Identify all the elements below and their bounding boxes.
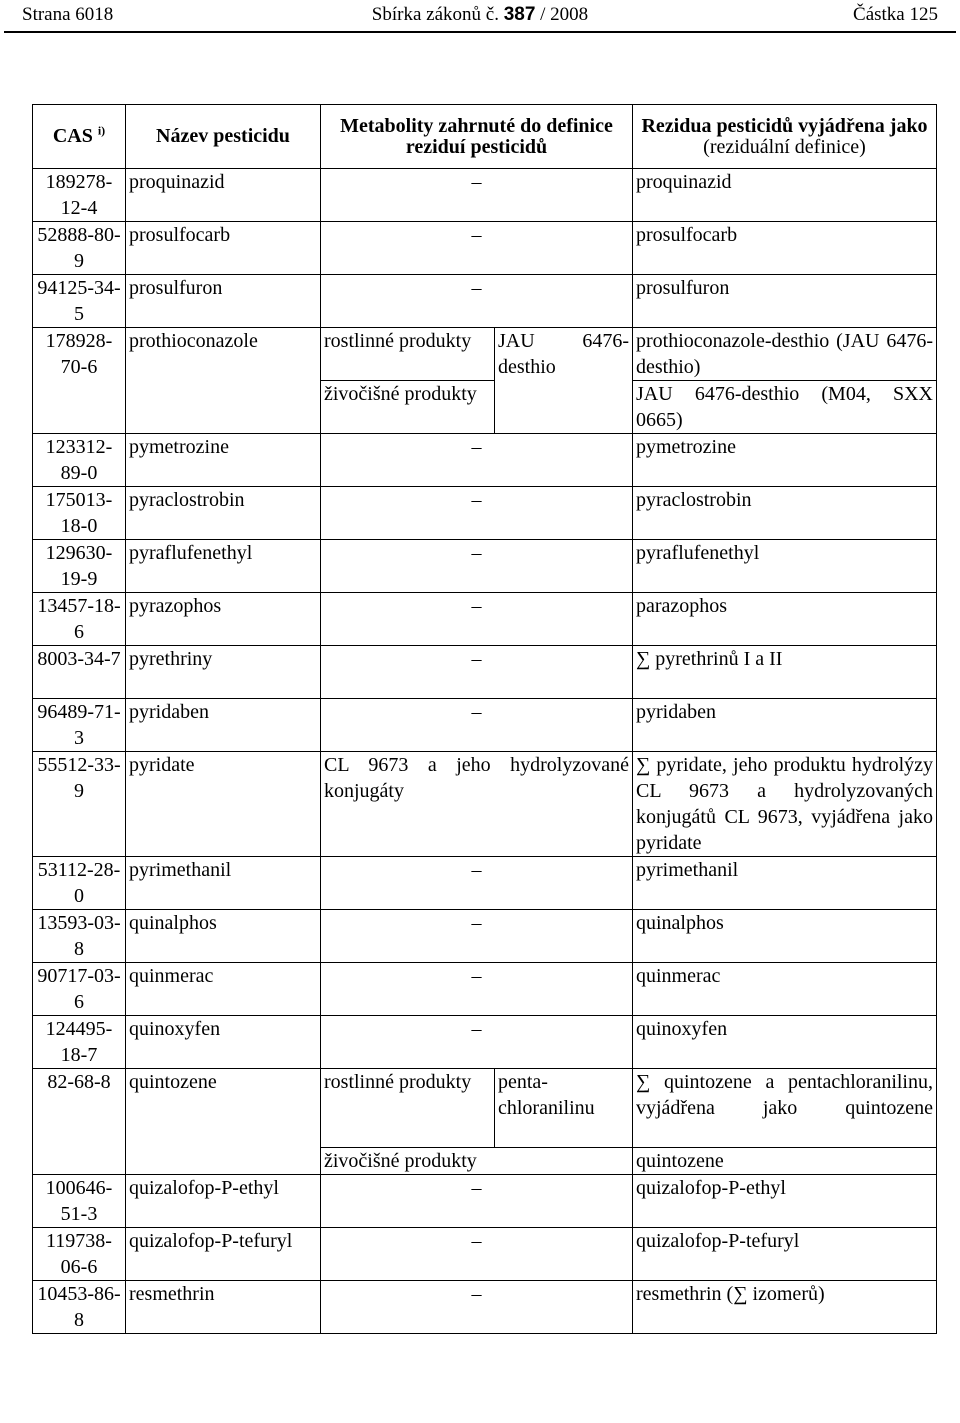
residue-definition: pyraclostrobin (633, 487, 937, 540)
cas-number: 13593-03-8 (33, 910, 126, 963)
table-row (33, 593, 937, 646)
table-row (33, 169, 937, 222)
residue-definition: JAU 6476-desthio (M04, SXX 0665) (633, 381, 937, 434)
product-type: rostlinné produkty (321, 328, 495, 381)
pesticide-name: prosulfocarb (126, 222, 321, 275)
pesticide-name: pyraflufenethyl (126, 540, 321, 593)
header-residues: Rezidua pesticidů vyjádřena jako (reziduální definice) (633, 105, 937, 169)
residue-definition: pymetrozine (633, 434, 937, 487)
metabolites: – (321, 1016, 633, 1069)
law-number: 387 (503, 4, 536, 25)
product-type: živočišné produkty (321, 381, 495, 434)
metabolites: – (321, 275, 633, 328)
cas-number: 119738-06-6 (33, 1228, 126, 1281)
pesticide-name: pyrazophos (126, 593, 321, 646)
page-number: Strana 6018 (22, 4, 114, 25)
metabolites: – (321, 857, 633, 910)
table-row (33, 328, 937, 381)
header-cas: CAS $^{i)}$ (33, 105, 126, 169)
pesticide-name: quinmerac (126, 963, 321, 1016)
pesticide-name: quizalofop-P-tefuryl (126, 1228, 321, 1281)
publication-title (22, 2, 938, 28)
cas-number: 53112-28-0 (33, 857, 126, 910)
residue-definition: pyraflufenethyl (633, 540, 937, 593)
cas-number: 123312-89-0 (33, 434, 126, 487)
pesticide-name: pyrethriny (126, 646, 321, 699)
table-row (33, 699, 937, 752)
header-rule (4, 31, 956, 33)
pesticide-name: pyrimethanil (126, 857, 321, 910)
table-row (33, 752, 937, 857)
cas-number: 100646-51-3 (33, 1175, 126, 1228)
residue-definition: quintozene (633, 1148, 937, 1175)
residue-definition: proquinazid (633, 169, 937, 222)
product-type: rostlinné produkty (321, 1069, 495, 1148)
table-row (33, 434, 937, 487)
metabolites: – (321, 963, 633, 1016)
cas-number: 175013-18-0 (33, 487, 126, 540)
metabolites: CL 9673 a jeho hydrolyzované konjugáty (321, 752, 633, 857)
residue-definition: quizalofop-P-ethyl (633, 1175, 937, 1228)
footnote-marker: i) (97, 123, 106, 138)
residue-definition: quinmerac (633, 963, 937, 1016)
cas-number: 13457-18-6 (33, 593, 126, 646)
issue-part: Částka 125 (853, 4, 938, 25)
table-row (33, 1281, 937, 1334)
header-metabolites: Metabolity zahrnuté do definice reziduí pesticidů (321, 105, 633, 169)
pesticide-name: prosulfuron (126, 275, 321, 328)
residue-definition: parazophos (633, 593, 937, 646)
cas-number: 124495-18-7 (33, 1016, 126, 1069)
cas-number: 96489-71-3 (33, 699, 126, 752)
residue-definition: resmethrin (∑ izomerů) (633, 1281, 937, 1334)
pesticide-table (32, 104, 937, 1334)
table-row (33, 857, 937, 910)
publication-title-prefix: Sbírka zákonů č. (371, 4, 504, 25)
metabolites: – (321, 910, 633, 963)
pesticide-name: pyridate (126, 752, 321, 857)
metabolites: – (321, 540, 633, 593)
cas-number: 10453-86-8 (33, 1281, 126, 1334)
pesticide-name: quinoxyfen (126, 1016, 321, 1069)
table-row (33, 275, 937, 328)
metabolites: – (321, 1281, 633, 1334)
header-residues-subtitle: (reziduální definice) (703, 135, 866, 158)
cas-number: 52888-80-9 (33, 222, 126, 275)
metabolites: – (321, 1228, 633, 1281)
metabolites: – (321, 487, 633, 540)
cas-number: 129630-19-9 (33, 540, 126, 593)
pesticide-name: prothioconazole (126, 328, 321, 434)
residue-definition: ∑ quintozene a pentachloranilinu, vyjádřena jako quintozene (633, 1069, 937, 1148)
metabolites: – (321, 646, 633, 699)
residue-definition: quinoxyfen (633, 1016, 937, 1069)
cas-number: 82-68-8 (33, 1069, 126, 1175)
table-row (33, 1069, 937, 1148)
pesticide-name: pyridaben (126, 699, 321, 752)
table-row (33, 646, 937, 699)
table-row (33, 910, 937, 963)
metabolites: – (321, 1175, 633, 1228)
metabolites: penta-chloranilinu (495, 1069, 633, 1148)
metabolites: – (321, 699, 633, 752)
table-row (33, 540, 937, 593)
cas-number: 189278-12-4 (33, 169, 126, 222)
pesticide-name: pyraclostrobin (126, 487, 321, 540)
pesticide-name: quizalofop-P-ethyl (126, 1175, 321, 1228)
table-row (33, 1175, 937, 1228)
metabolites: – (321, 434, 633, 487)
residue-definition: ∑ pyridate, jeho produktu hydrolýzy CL 9673 a hydrolyzovaných konjugátů CL 9673, vyjádřena jako pyridate (633, 752, 937, 857)
cas-number: 90717-03-6 (33, 963, 126, 1016)
metabolites: – (321, 222, 633, 275)
residue-definition: prosulfuron (633, 275, 937, 328)
table-row (33, 487, 937, 540)
cas-number: 8003-34-7 (33, 646, 126, 699)
pesticide-name: resmethrin (126, 1281, 321, 1334)
pesticide-name: pymetrozine (126, 434, 321, 487)
publication-year: / 2008 (535, 4, 589, 25)
residue-definition: ∑ pyrethrinů I a II (633, 646, 937, 699)
table-row (33, 1228, 937, 1281)
residue-definition: quinalphos (633, 910, 937, 963)
table-header-row (33, 105, 937, 169)
table-row (33, 222, 937, 275)
page-header (22, 2, 938, 30)
header-pesticide-name: Název pesticidu (126, 105, 321, 169)
cas-number: 178928-70-6 (33, 328, 126, 434)
residue-definition: pyrimethanil (633, 857, 937, 910)
residue-definition: prosulfocarb (633, 222, 937, 275)
pesticide-name: quintozene (126, 1069, 321, 1175)
table-row (33, 1016, 937, 1069)
metabolites: JAU 6476-desthio (495, 328, 633, 434)
metabolites: – (321, 593, 633, 646)
pesticide-name: proquinazid (126, 169, 321, 222)
product-type: živočišné produkty (321, 1148, 633, 1175)
pesticide-name: quinalphos (126, 910, 321, 963)
table-row (33, 963, 937, 1016)
metabolites: – (321, 169, 633, 222)
cas-number: 94125-34-5 (33, 275, 126, 328)
residue-definition: pyridaben (633, 699, 937, 752)
cas-number: 55512-33-9 (33, 752, 126, 857)
residue-definition: quizalofop-P-tefuryl (633, 1228, 937, 1281)
residue-definition: prothioconazole-desthio (JAU 6476-desthio) (633, 328, 937, 381)
